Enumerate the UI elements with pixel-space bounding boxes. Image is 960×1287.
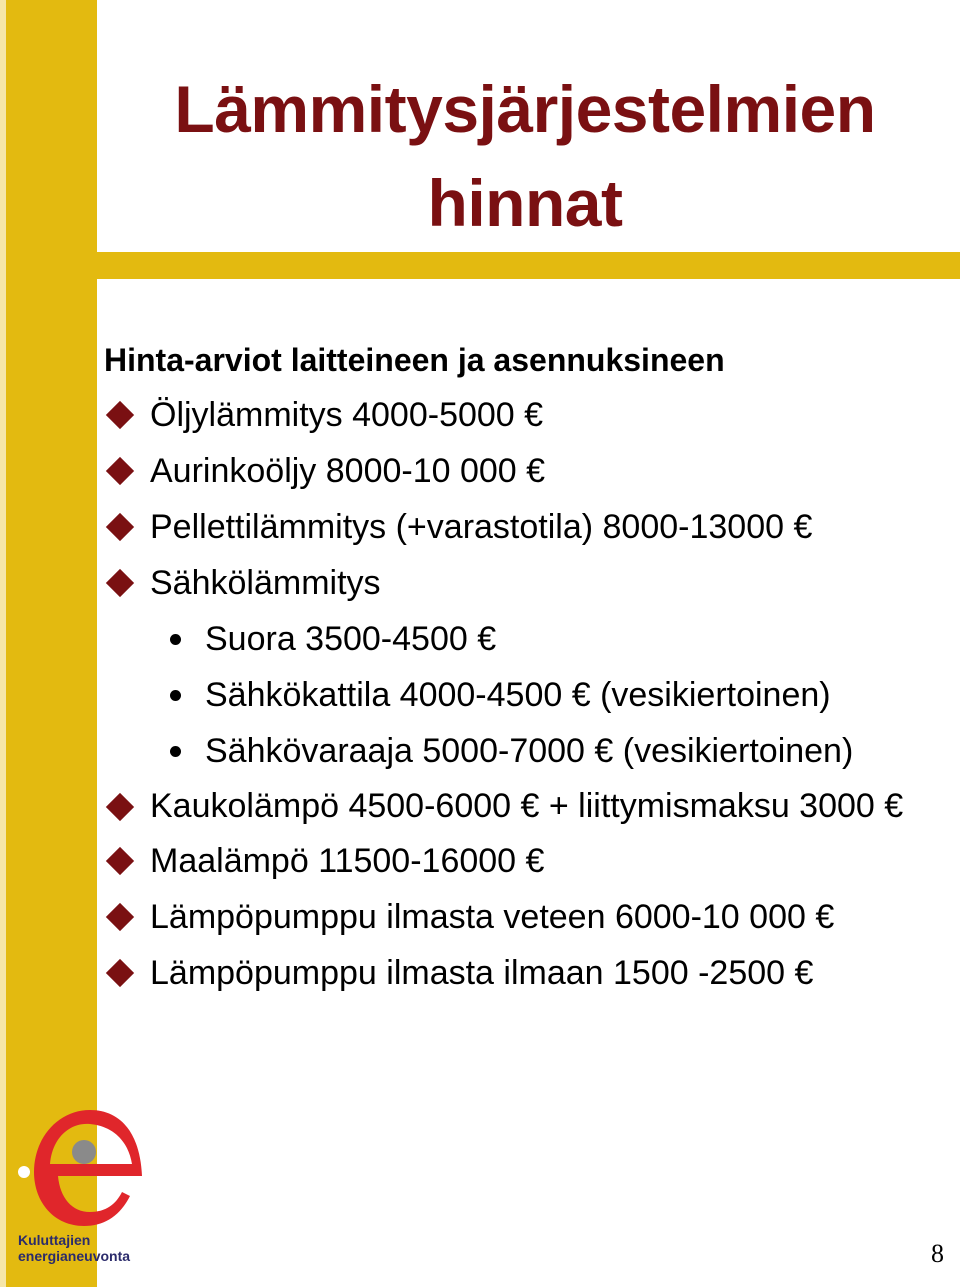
list-item-text: Sähkölämmitys	[150, 564, 381, 602]
diamond-bullet-icon	[106, 847, 134, 875]
list-item	[104, 392, 954, 438]
left-accent-bar-edge	[0, 0, 6, 1287]
diamond-bullet-icon	[106, 903, 134, 931]
sub-list-item	[104, 616, 954, 662]
title-underline-band	[97, 252, 960, 279]
list-item	[104, 560, 954, 606]
title-line-2: hinnat	[427, 166, 623, 240]
logo-line-2: energianeuvonta	[18, 1248, 131, 1264]
diamond-bullet-icon	[106, 569, 134, 597]
list-item-text: Maalämpö 11500-16000 €	[150, 842, 545, 880]
list-item-text: Pellettilämmitys (+varastotila) 8000-13000 €	[150, 508, 813, 546]
list-item	[104, 950, 954, 996]
list-item-text: Lämpöpumppu ilmasta ilmaan 1500 -2500 €	[150, 954, 814, 992]
dot-bullet-icon	[170, 690, 181, 701]
list-item-text: Öljylämmitys 4000-5000 €	[150, 396, 544, 434]
logo-wordmark	[18, 1232, 130, 1264]
left-accent-bar	[0, 0, 97, 1287]
diamond-bullet-icon	[106, 401, 134, 429]
dot-bullet-icon	[170, 634, 181, 645]
list-item-text: Aurinkoöljy 8000-10 000 €	[150, 452, 546, 490]
sub-list-item-text: Sähkövaraaja 5000-7000 € (vesikiertoinen)	[205, 732, 854, 770]
slide-title	[110, 62, 940, 250]
sub-list-item-text: Suora 3500-4500 €	[205, 620, 497, 658]
title-line-1: Lämmitysjärjestelmien	[174, 72, 876, 146]
dot-bullet-icon	[170, 746, 181, 757]
diamond-bullet-icon	[106, 457, 134, 485]
content-heading: Hinta-arviot laitteineen ja asennuksineen	[104, 342, 725, 378]
sub-list-item	[104, 672, 954, 718]
sub-list-item-text: Sähkökattila 4000-4500 € (vesikiertoinen)	[205, 676, 831, 714]
diamond-bullet-icon	[106, 793, 134, 821]
slide-content	[104, 338, 954, 1006]
list-item	[104, 784, 954, 828]
list-item-text: Lämpöpumppu ilmasta veteen 6000-10 000 €	[150, 898, 835, 936]
list-item-text: Kaukolämpö 4500-6000 € + liittymismaksu 3000 €	[150, 787, 904, 825]
list-item	[104, 838, 954, 884]
list-item	[104, 894, 954, 940]
sub-list-item	[104, 728, 954, 774]
page-number: 8	[931, 1239, 944, 1268]
list-item	[104, 504, 954, 550]
diamond-bullet-icon	[106, 513, 134, 541]
logo-line-1: Kuluttajien	[18, 1232, 91, 1248]
list-item	[104, 448, 954, 494]
diamond-bullet-icon	[106, 959, 134, 987]
